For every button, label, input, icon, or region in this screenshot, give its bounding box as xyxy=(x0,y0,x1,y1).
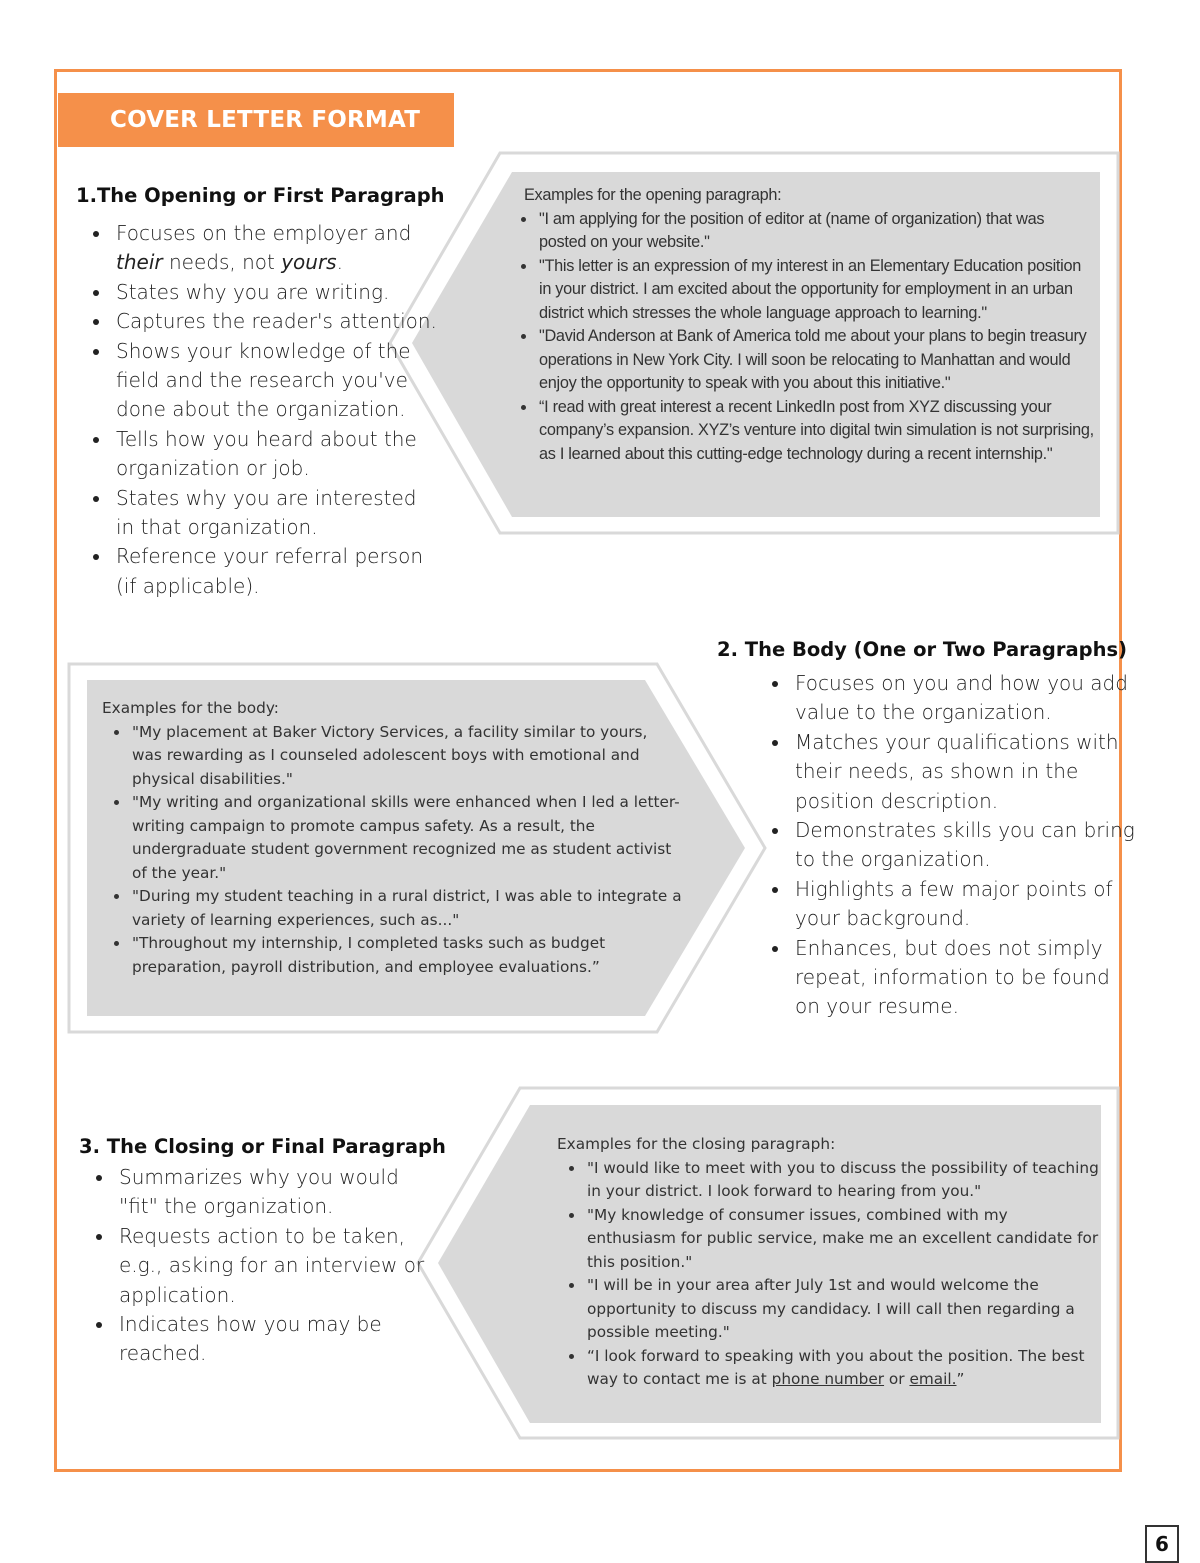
list-item: • Focuses on the employer and their needs, not yours. xyxy=(112,219,440,278)
body-heading: 2. The Body (One or Two Paragraphs) xyxy=(717,638,1128,661)
list-item: • Focuses on you and how you add value to the organization. xyxy=(791,669,1137,728)
email-text: email. xyxy=(909,1370,957,1388)
closing-heading: 3. The Closing or Final Paragraph xyxy=(79,1135,446,1158)
list-item: • States why you are writing. xyxy=(112,278,440,307)
list-item: • "This letter is an expression of my interest in an Elementary Education position in your district. I am excited about the opportunity for employment in an urban district which stresses the whole language approach to learning." xyxy=(537,255,1094,326)
list-item: • States why you are interested in that organization. xyxy=(112,484,440,543)
opening-points xyxy=(84,219,440,601)
list-item: • “I look forward to speaking with you about the position. The best way to contact me is at phone number or email.” xyxy=(585,1345,1099,1392)
closing-examples xyxy=(557,1133,1099,1392)
list-item: • "During my student teaching in a rural district, I was able to integrate a variety of learning experiences, such as..." xyxy=(130,885,682,932)
page-title: COVER LETTER FORMAT xyxy=(58,93,454,147)
opening-heading: 1.The Opening or First Paragraph xyxy=(76,184,445,207)
closing-examples-title: Examples for the closing paragraph: xyxy=(557,1135,836,1153)
list-item: • "David Anderson at Bank of America told me about your plans to begin treasury operations in New York City. I will soon be relocating to Manhattan and would enjoy the opportunity to speak with you about this initiative." xyxy=(537,325,1094,396)
list-item: • "I will be in your area after July 1st and would welcome the opportunity to discuss my candidacy. I will call then regarding a possible meeting." xyxy=(585,1274,1099,1345)
body-points xyxy=(763,669,1137,1022)
list-item: • "My writing and organizational skills were enhanced when I led a letter-writing campaign to promote campus safety. As a result, the undergraduate student government recognized me as student activist of the year." xyxy=(130,791,682,885)
list-item: • Shows your knowledge of the field and the research you've done about the organization. xyxy=(112,337,440,425)
opening-examples xyxy=(524,184,1094,466)
body-examples xyxy=(102,697,682,979)
list-item: • Summarizes why you would "fit" the organization. xyxy=(115,1163,435,1222)
list-item: • “I read with great interest a recent LinkedIn post from XYZ discussing your company’s expansion. XYZ’s venture into digital twin simulation is not surprising, as I learned about this cutting-edge technology during a recent internship." xyxy=(537,396,1094,467)
list-item: • "My placement at Baker Victory Services, a facility similar to yours, was rewarding as I counseled adolescent boys with emotional and physical disabilities." xyxy=(130,721,682,792)
list-item: • Demonstrates skills you can bring to the organization. xyxy=(791,816,1137,875)
list-item: • Tells how you heard about the organization or job. xyxy=(112,425,440,484)
closing-points xyxy=(87,1163,435,1369)
phone-number-text: phone number xyxy=(771,1370,885,1388)
list-item: • Indicates how you may be reached. xyxy=(115,1310,435,1369)
list-item: • Requests action to be taken, e.g., asking for an interview or application. xyxy=(115,1222,435,1310)
list-item: • Reference your referral person (if applicable). xyxy=(112,542,440,601)
list-item: • "My knowledge of consumer issues, combined with my enthusiasm for public service, make me an excellent candidate for this position." xyxy=(585,1204,1099,1275)
list-item: • "I am applying for the position of editor at (name of organization) that was posted on your website." xyxy=(537,208,1094,255)
list-item: • "I would like to meet with you to discuss the possibility of teaching in your district. I look forward to hearing from you." xyxy=(585,1157,1099,1204)
opening-examples-title: Examples for the opening paragraph: xyxy=(524,186,782,204)
list-item: • Matches your qualifications with their needs, as shown in the position description. xyxy=(791,728,1137,816)
list-item: • Highlights a few major points of your background. xyxy=(791,875,1137,934)
page-number: 6 xyxy=(1145,1525,1179,1563)
body-examples-title: Examples for the body: xyxy=(102,699,279,717)
list-item: • Captures the reader's attention. xyxy=(112,307,440,336)
list-item: • Enhances, but does not simply repeat, information to be found on your resume. xyxy=(791,934,1137,1022)
list-item: • "Throughout my internship, I completed tasks such as budget preparation, payroll distribution, and employee evaluations.” xyxy=(130,932,682,979)
